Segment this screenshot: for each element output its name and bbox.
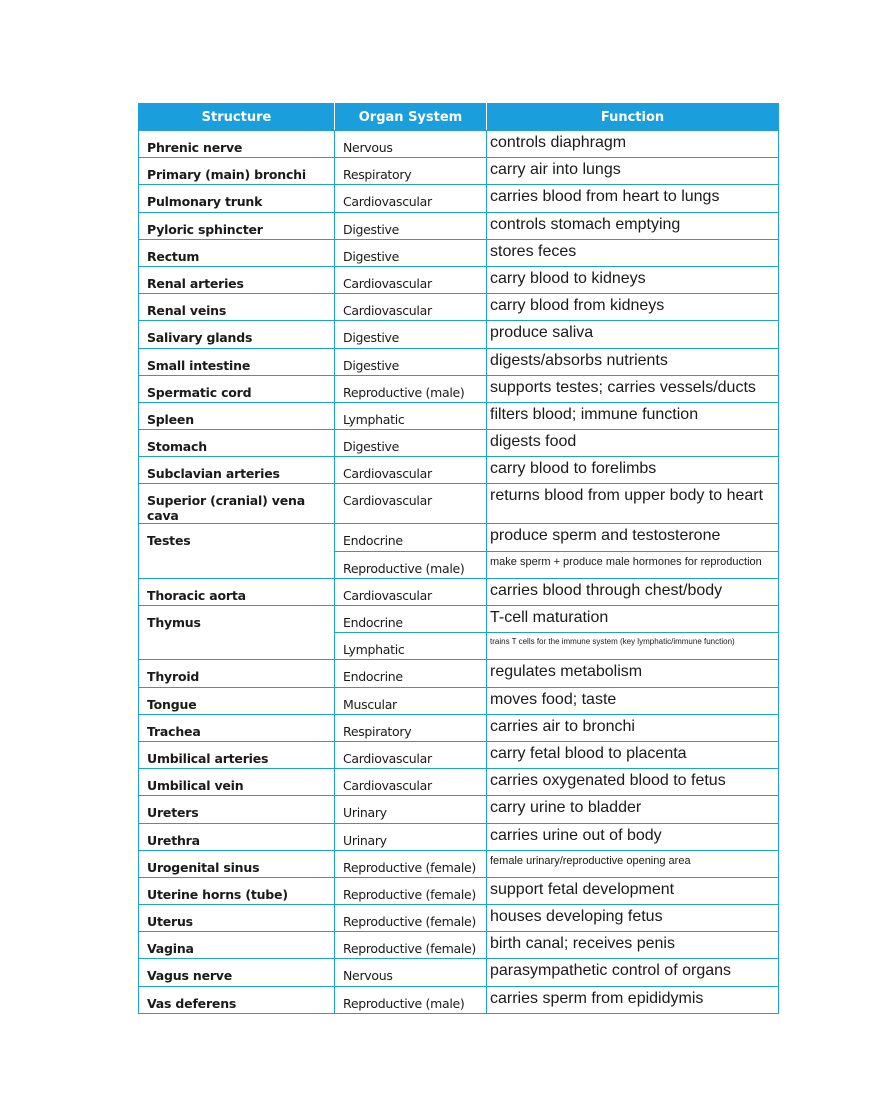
header-organ-system: Organ System <box>335 104 487 131</box>
organ-system-cell: Cardiovascular <box>335 578 487 605</box>
organ-system-cell: Reproductive (female) <box>335 877 487 904</box>
structure-cell: Rectum <box>139 239 335 266</box>
function-cell: carries oxygenated blood to fetus <box>487 769 779 796</box>
organ-system-cell: Cardiovascular <box>335 185 487 212</box>
table-row <box>139 769 779 796</box>
function-cell: carries sperm from epididymis <box>487 986 779 1013</box>
table-row <box>139 823 779 850</box>
function-cell: carry blood from kidneys <box>487 294 779 321</box>
structure-cell: Subclavian arteries <box>139 457 335 484</box>
structure-cell: Tongue <box>139 687 335 714</box>
table-row <box>139 402 779 429</box>
table-row <box>139 660 779 687</box>
table-row <box>139 687 779 714</box>
table-row <box>139 484 779 524</box>
function-cell: T-cell maturation <box>487 606 779 633</box>
header-row <box>139 104 779 131</box>
structure-cell: Salivary glands <box>139 321 335 348</box>
function-cell: parasympathetic control of organs <box>487 959 779 986</box>
organ-system-cell: Nervous <box>335 131 487 158</box>
organ-system-cell: Urinary <box>335 796 487 823</box>
structure-cell: Umbilical arteries <box>139 741 335 768</box>
structure-cell: Urogenital sinus <box>139 850 335 877</box>
structure-cell: Uterine horns (tube) <box>139 877 335 904</box>
structure-cell: Spermatic cord <box>139 375 335 402</box>
table-row <box>139 986 779 1013</box>
structure-cell: Ureters <box>139 796 335 823</box>
table-row <box>139 606 779 633</box>
function-cell: controls stomach emptying <box>487 212 779 239</box>
organ-system-cell: Urinary <box>335 823 487 850</box>
function-cell: controls diaphragm <box>487 131 779 158</box>
table-row <box>139 524 779 551</box>
function-cell: support fetal development <box>487 877 779 904</box>
function-cell: produce sperm and testosterone <box>487 524 779 551</box>
function-cell: carry fetal blood to placenta <box>487 741 779 768</box>
structure-cell: Renal veins <box>139 294 335 321</box>
table-row <box>139 212 779 239</box>
table-row <box>139 266 779 293</box>
table-row <box>139 932 779 959</box>
function-cell: stores feces <box>487 239 779 266</box>
header-structure: Structure <box>139 104 335 131</box>
anatomy-table <box>138 103 779 1014</box>
function-cell: moves food; taste <box>487 687 779 714</box>
organ-system-cell: Cardiovascular <box>335 294 487 321</box>
table-row <box>139 239 779 266</box>
table-row <box>139 321 779 348</box>
function-cell: returns blood from upper body to heart <box>487 484 779 524</box>
structure-cell: Thoracic aorta <box>139 578 335 605</box>
table-row <box>139 578 779 605</box>
function-cell: supports testes; carries vessels/ducts <box>487 375 779 402</box>
structure-cell: Testes <box>139 524 335 578</box>
structure-cell: Thyroid <box>139 660 335 687</box>
organ-system-cell: Reproductive (female) <box>335 850 487 877</box>
organ-system-cell: Cardiovascular <box>335 484 487 524</box>
structure-cell: Pulmonary trunk <box>139 185 335 212</box>
structure-cell: Trachea <box>139 714 335 741</box>
table-row <box>139 714 779 741</box>
table-row <box>139 158 779 185</box>
structure-cell: Pyloric sphincter <box>139 212 335 239</box>
organ-system-cell: Cardiovascular <box>335 769 487 796</box>
structure-cell: Vas deferens <box>139 986 335 1013</box>
function-cell: digests food <box>487 430 779 457</box>
function-cell: birth canal; receives penis <box>487 932 779 959</box>
organ-system-cell: Respiratory <box>335 158 487 185</box>
function-cell: carry blood to kidneys <box>487 266 779 293</box>
organ-system-cell: Digestive <box>335 430 487 457</box>
table-body <box>139 131 779 1014</box>
table-row <box>139 741 779 768</box>
table-row <box>139 959 779 986</box>
organ-system-cell: Digestive <box>335 348 487 375</box>
organ-system-cell: Digestive <box>335 321 487 348</box>
structure-cell: Vagina <box>139 932 335 959</box>
organ-system-cell: Cardiovascular <box>335 457 487 484</box>
structure-cell: Stomach <box>139 430 335 457</box>
header-function: Function <box>487 104 779 131</box>
table-row <box>139 457 779 484</box>
organ-system-cell: Reproductive (male) <box>335 375 487 402</box>
structure-cell: Small intestine <box>139 348 335 375</box>
function-cell: carries air to bronchi <box>487 714 779 741</box>
organ-system-cell: Reproductive (female) <box>335 905 487 932</box>
table-row <box>139 375 779 402</box>
function-cell: digests/absorbs nutrients <box>487 348 779 375</box>
function-cell: trains T cells for the immune system (key lymphatic/immune function) <box>487 633 779 660</box>
function-cell: carries urine out of body <box>487 823 779 850</box>
organ-system-cell: Lymphatic <box>335 633 487 660</box>
structure-cell: Superior (cranial) vena cava <box>139 484 335 524</box>
organ-system-cell: Digestive <box>335 239 487 266</box>
organ-system-cell: Endocrine <box>335 660 487 687</box>
organ-system-cell: Endocrine <box>335 606 487 633</box>
organ-system-cell: Nervous <box>335 959 487 986</box>
function-cell: regulates metabolism <box>487 660 779 687</box>
table-row <box>139 877 779 904</box>
structure-cell: Vagus nerve <box>139 959 335 986</box>
function-cell: filters blood; immune function <box>487 402 779 429</box>
organ-system-cell: Endocrine <box>335 524 487 551</box>
structure-cell: Spleen <box>139 402 335 429</box>
organ-system-cell: Cardiovascular <box>335 266 487 293</box>
organ-system-cell: Muscular <box>335 687 487 714</box>
function-cell: carry blood to forelimbs <box>487 457 779 484</box>
function-cell: carry urine to bladder <box>487 796 779 823</box>
organ-system-cell: Respiratory <box>335 714 487 741</box>
table-row <box>139 905 779 932</box>
function-cell: produce saliva <box>487 321 779 348</box>
structure-cell: Primary (main) bronchi <box>139 158 335 185</box>
structure-cell: Renal arteries <box>139 266 335 293</box>
table-row <box>139 348 779 375</box>
table-row <box>139 185 779 212</box>
structure-cell: Thymus <box>139 606 335 660</box>
table-row <box>139 796 779 823</box>
organ-system-cell: Reproductive (female) <box>335 932 487 959</box>
function-cell: female urinary/reproductive opening area <box>487 850 779 877</box>
structure-cell: Phrenic nerve <box>139 131 335 158</box>
function-cell: carries blood from heart to lungs <box>487 185 779 212</box>
table-row <box>139 850 779 877</box>
table-row <box>139 430 779 457</box>
structure-cell: Umbilical vein <box>139 769 335 796</box>
organ-system-cell: Lymphatic <box>335 402 487 429</box>
structure-cell: Urethra <box>139 823 335 850</box>
structure-cell: Uterus <box>139 905 335 932</box>
table-row <box>139 131 779 158</box>
organ-system-cell: Cardiovascular <box>335 741 487 768</box>
organ-system-cell: Reproductive (male) <box>335 551 487 578</box>
function-cell: carries blood through chest/body <box>487 578 779 605</box>
organ-system-cell: Reproductive (male) <box>335 986 487 1013</box>
table-row <box>139 294 779 321</box>
function-cell: make sperm + produce male hormones for reproduction <box>487 551 779 578</box>
organ-system-cell: Digestive <box>335 212 487 239</box>
function-cell: houses developing fetus <box>487 905 779 932</box>
function-cell: carry air into lungs <box>487 158 779 185</box>
table-header <box>139 104 779 131</box>
